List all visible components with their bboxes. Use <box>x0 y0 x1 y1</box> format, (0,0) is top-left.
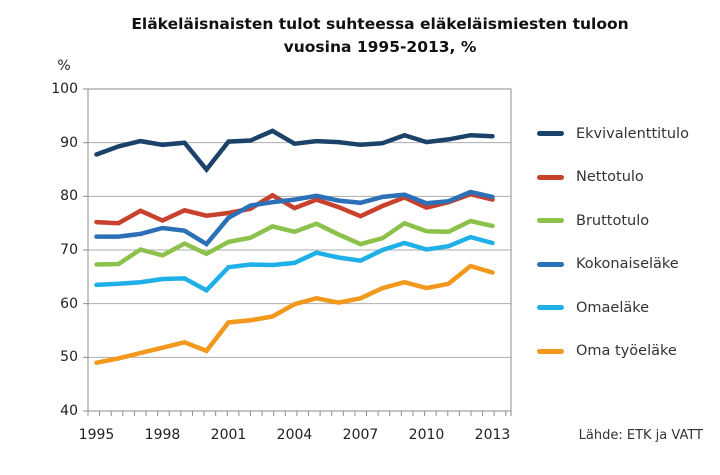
legend-swatch-omaelake <box>537 305 564 310</box>
legend-swatch-bruttotulo <box>537 218 564 223</box>
chart-title-line1: Eläkeläisnaisten tulot suhteessa eläkeläismiesten tuloon <box>131 15 629 33</box>
legend <box>537 112 689 373</box>
legend-swatch-nettotulo <box>537 175 564 180</box>
x-tick-label: 1998 <box>144 427 181 443</box>
legend-item-omaelake <box>537 286 689 330</box>
y-tick-label: 70 <box>60 242 78 258</box>
legend-item-oma-tyoelake <box>537 330 689 374</box>
x-tick-label: 2013 <box>474 427 511 443</box>
y-tick-label: 40 <box>60 403 78 419</box>
legend-label: Bruttotulo <box>576 212 650 229</box>
legend-label: Kokonaiseläke <box>576 256 679 273</box>
legend-label: Ekvivalenttitulo <box>576 125 689 142</box>
legend-swatch-oma-tyoelake <box>537 349 564 354</box>
legend-swatch-kokonaiselake <box>537 262 564 267</box>
y-tick-label: 60 <box>60 295 78 312</box>
legend-swatch-ekvivalenttitulo <box>537 131 564 136</box>
legend-label: Nettotulo <box>576 169 644 186</box>
chart-title-line2: vuosina 1995-2013, % <box>283 38 477 56</box>
legend-label: Oma työeläke <box>576 343 677 360</box>
x-tick-label: 2010 <box>408 427 445 443</box>
series-line-omaelake <box>97 237 493 290</box>
y-tick-label: 80 <box>60 188 78 205</box>
x-tick-label: 2001 <box>210 427 247 443</box>
y-axis-unit-label: % <box>57 58 71 74</box>
legend-item-kokonaiselake <box>537 243 689 287</box>
source-note: Lähde: ETK ja VATT <box>578 428 703 443</box>
x-tick-label: 2007 <box>342 427 379 443</box>
x-tick-label: 1995 <box>78 427 115 443</box>
x-tick-label: 2004 <box>276 427 313 443</box>
legend-label: Omaeläke <box>576 299 650 316</box>
series-line-ekvivalenttitulo <box>97 131 493 170</box>
legend-item-ekvivalenttitulo <box>537 112 689 156</box>
y-tick-label: 90 <box>60 134 78 151</box>
legend-item-bruttotulo <box>537 199 689 243</box>
y-tick-label: 50 <box>60 349 78 366</box>
y-tick-label: 100 <box>51 81 78 97</box>
legend-item-nettotulo <box>537 156 689 200</box>
